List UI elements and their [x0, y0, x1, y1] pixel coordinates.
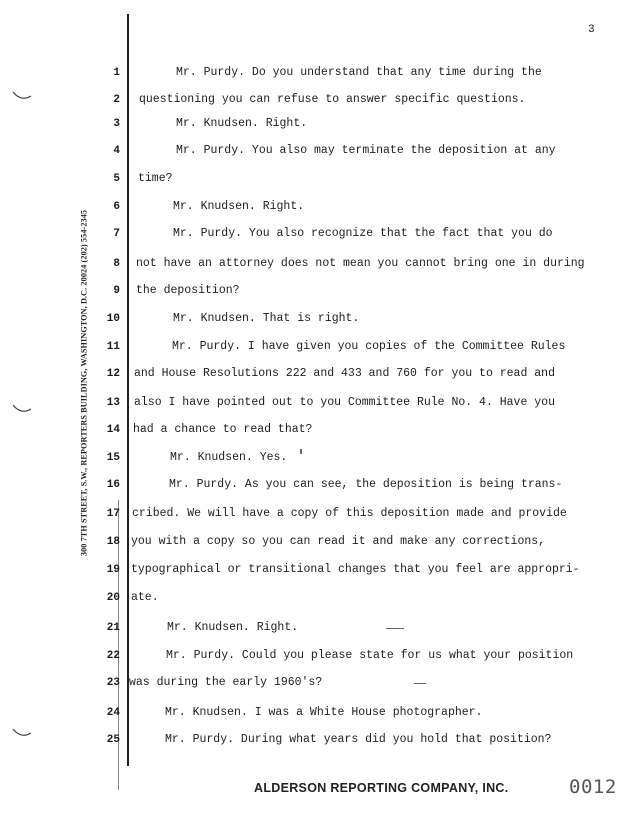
line-text: Mr. Knudsen. Yes.	[170, 451, 288, 464]
line-text: Mr. Purdy. You also may terminate the deposition at any	[176, 144, 556, 157]
line-number: 1	[113, 67, 120, 79]
line-number: 18	[106, 536, 120, 548]
line-text: Mr. Knudsen. Right.	[167, 621, 299, 634]
line-number: 8	[113, 258, 120, 270]
line-text: questioning you can refuse to answer specific questions.	[139, 93, 526, 106]
transcript-line	[0, 144, 637, 164]
line-text: Mr. Purdy. Could you please state for us what your position	[166, 649, 574, 662]
line-number: 5	[113, 173, 120, 185]
line-text: Mr. Purdy. You also recognize that the fact that you do	[173, 227, 553, 240]
line-text: Mr. Purdy. During what years did you hold that position?	[165, 733, 552, 746]
line-text: Mr. Purdy. Do you understand that any time during the	[176, 66, 542, 79]
line-text: ate.	[131, 591, 159, 604]
line-number: 21	[106, 622, 120, 634]
transcript-line	[0, 367, 637, 387]
line-text: Mr. Knudsen. Right.	[173, 200, 305, 213]
transcript-line	[0, 733, 637, 753]
reporting-company-footer: ALDERSON REPORTING COMPANY, INC.	[254, 781, 509, 795]
line-number: 17	[106, 508, 120, 520]
line-text: Mr. Purdy. I have given you copies of the Committee Rules	[172, 340, 566, 353]
line-number: 10	[106, 313, 120, 325]
bates-stamp: 0012	[569, 776, 617, 798]
line-number: 15	[106, 452, 120, 464]
line-number: 24	[106, 707, 120, 719]
line-text: Mr. Knudsen. That is right.	[173, 312, 360, 325]
line-number: 23	[106, 677, 120, 689]
transcript-line	[0, 591, 637, 611]
line-text: Mr. Knudsen. Right.	[176, 117, 308, 130]
transcript-line	[0, 423, 637, 443]
line-text: you with a copy so you can read it and make any corrections,	[131, 535, 546, 548]
transcript-line	[0, 676, 637, 696]
line-number: 12	[106, 368, 120, 380]
transcript-line	[0, 200, 637, 220]
transcript-line	[0, 340, 637, 360]
transcript-line	[0, 706, 637, 726]
transcript-line	[0, 117, 637, 137]
transcript-line	[0, 621, 637, 641]
transcript-line	[0, 93, 637, 113]
line-number: 22	[106, 650, 120, 662]
line-number: 6	[113, 201, 120, 213]
line-text: time?	[138, 172, 173, 185]
transcript-line	[0, 396, 637, 416]
line-text: Mr. Knudsen. I was a White House photographer.	[165, 706, 483, 719]
line-number: 13	[106, 397, 120, 409]
line-text: not have an attorney does not mean you cannot bring one in during	[136, 257, 585, 270]
line-number: 16	[106, 479, 120, 491]
line-text: typographical or transitional changes that you feel are appropri-	[131, 563, 580, 576]
line-text: the deposition?	[136, 284, 240, 297]
line-text: cribed. We will have a copy of this deposition made and provide	[132, 507, 567, 520]
line-text: Mr. Purdy. As you can see, the deposition is being trans-	[169, 478, 563, 491]
transcript-line	[0, 257, 637, 277]
line-number: 2	[113, 94, 120, 106]
line-text: had a chance to read that?	[133, 423, 313, 436]
transcript-line	[0, 172, 637, 192]
line-number: 9	[113, 285, 120, 297]
transcript-line	[0, 227, 637, 247]
line-number: 14	[106, 424, 120, 436]
line-number: 3	[113, 118, 120, 130]
line-text: was during the early 1960's?	[129, 676, 323, 689]
transcript-line	[0, 649, 637, 669]
line-text: also I have pointed out to you Committee Rule No. 4. Have you	[134, 396, 555, 409]
line-number: 7	[113, 228, 120, 240]
transcript-line	[0, 451, 637, 471]
line-number: 19	[106, 564, 120, 576]
transcript-line	[0, 284, 637, 304]
line-number: 4	[113, 145, 120, 157]
line-number: 25	[106, 734, 120, 746]
line-number: 11	[106, 341, 120, 353]
transcript-line	[0, 312, 637, 332]
line-text: and House Resolutions 222 and 433 and 760 for you to read and	[134, 367, 555, 380]
transcript-line	[0, 66, 637, 86]
transcript-line	[0, 563, 637, 583]
transcript-line	[0, 535, 637, 555]
transcript-line	[0, 507, 637, 527]
transcript-line	[0, 478, 637, 498]
reporter-address: 300 7TH STREET, S.W., REPORTERS BUILDING, WASHINGTON, D.C. 20024 (202) 554-2345	[79, 209, 89, 557]
page-number: 3	[588, 24, 595, 36]
line-number: 20	[106, 592, 120, 604]
